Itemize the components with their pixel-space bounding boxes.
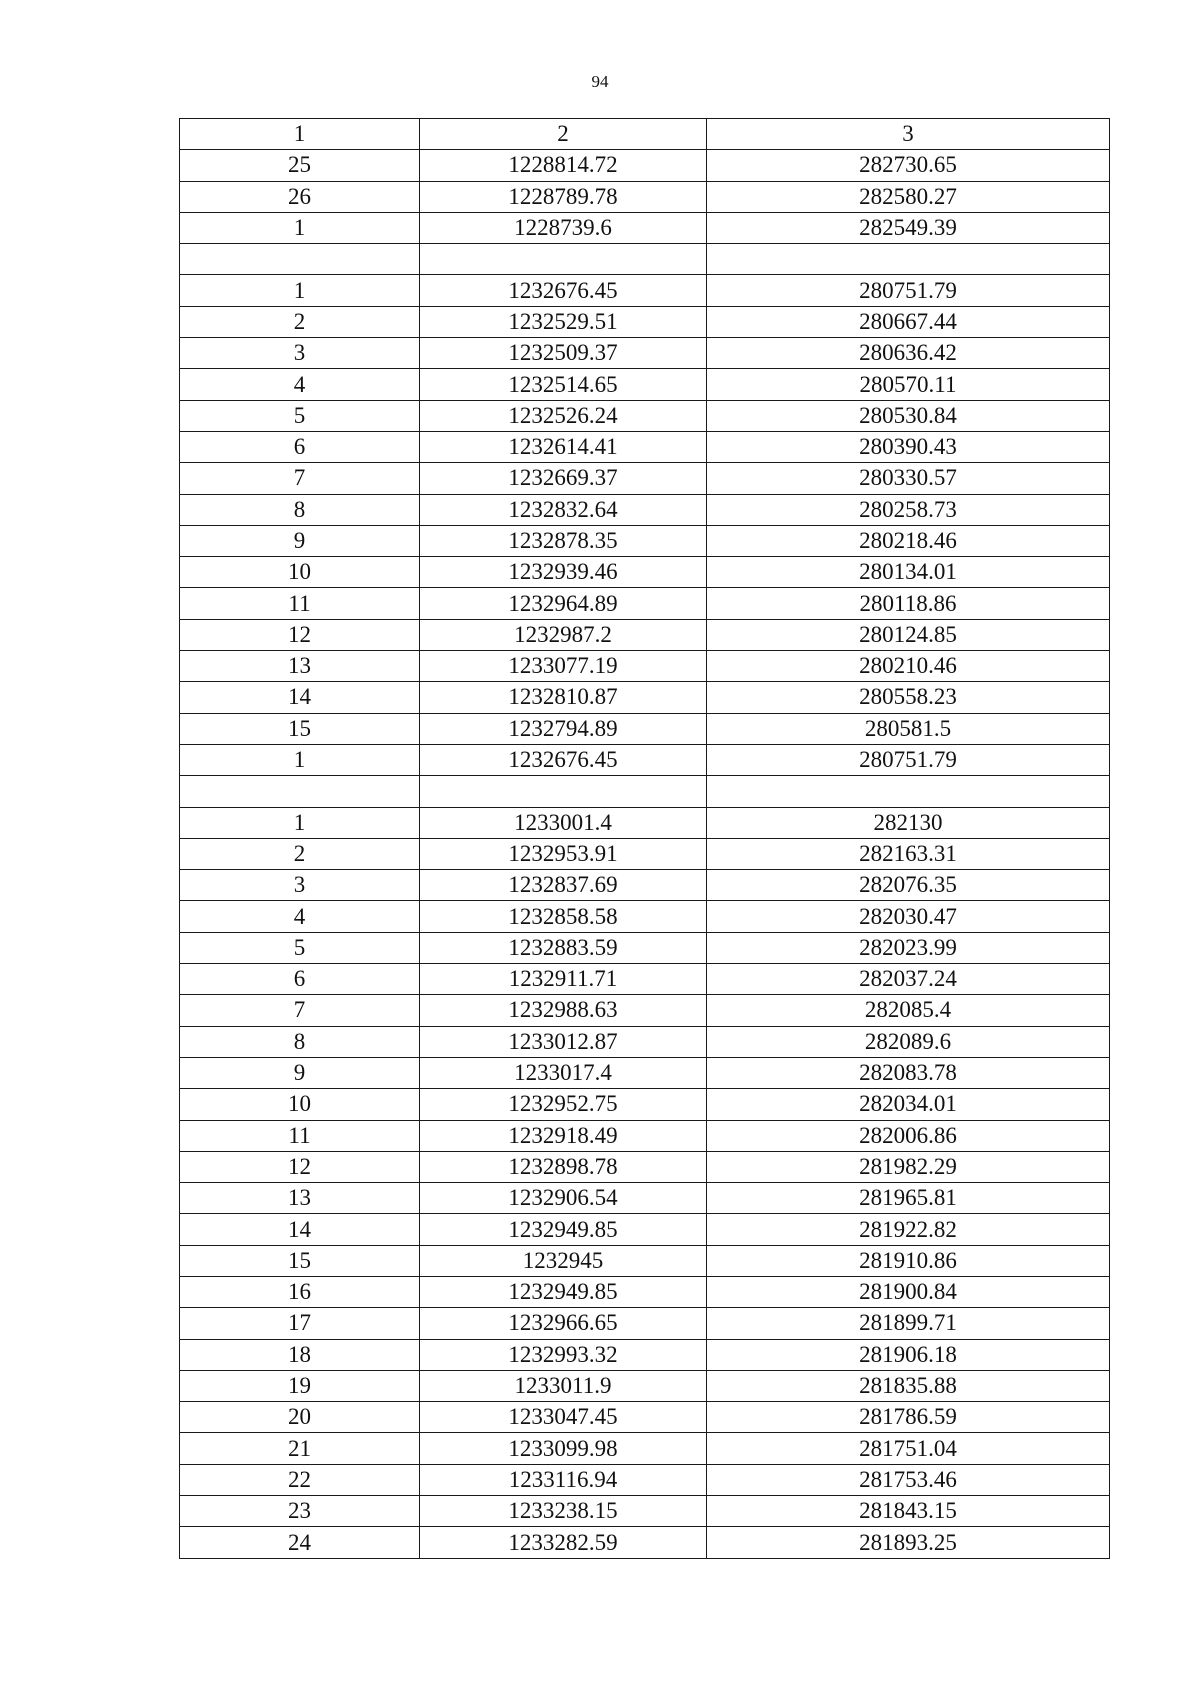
point-number-cell: 10 — [180, 557, 420, 588]
point-number-cell: 21 — [180, 1433, 420, 1464]
point-number-cell: 1 — [180, 744, 420, 775]
x-coordinate-cell: 1228789.78 — [420, 181, 707, 212]
y-coordinate-cell: 282006.86 — [707, 1120, 1110, 1151]
x-coordinate-cell: 1232526.24 — [420, 400, 707, 431]
point-number-cell: 14 — [180, 1214, 420, 1245]
table-row — [180, 588, 1110, 619]
x-coordinate-cell: 1232898.78 — [420, 1151, 707, 1182]
y-coordinate-cell: 281835.88 — [707, 1370, 1110, 1401]
x-coordinate-cell: 1232953.91 — [420, 838, 707, 869]
y-coordinate-cell: 281922.82 — [707, 1214, 1110, 1245]
x-coordinate-cell: 1232952.75 — [420, 1089, 707, 1120]
x-coordinate-cell: 1233116.94 — [420, 1464, 707, 1495]
x-coordinate-cell: 1233001.4 — [420, 807, 707, 838]
table-row — [180, 1151, 1110, 1182]
y-coordinate-cell: 281906.18 — [707, 1339, 1110, 1370]
point-number-cell: 5 — [180, 400, 420, 431]
x-coordinate-cell: 1232993.32 — [420, 1339, 707, 1370]
x-coordinate-cell: 1232945 — [420, 1245, 707, 1276]
table-row — [180, 1120, 1110, 1151]
point-number-cell: 15 — [180, 713, 420, 744]
x-coordinate-cell: 1232906.54 — [420, 1183, 707, 1214]
x-coordinate-cell: 1232966.65 — [420, 1308, 707, 1339]
page-number: 94 — [591, 72, 609, 91]
table-row — [180, 1183, 1110, 1214]
point-number-cell: 13 — [180, 651, 420, 682]
y-coordinate-cell: 280258.73 — [707, 494, 1110, 525]
table-row — [180, 619, 1110, 650]
point-number-cell: 2 — [180, 838, 420, 869]
y-coordinate-cell: 280134.01 — [707, 557, 1110, 588]
table-row — [180, 1026, 1110, 1057]
point-number-cell: 9 — [180, 1057, 420, 1088]
x-coordinate-cell: 1232614.41 — [420, 431, 707, 462]
table-row — [180, 932, 1110, 963]
point-number-cell: 18 — [180, 1339, 420, 1370]
point-number-cell: 24 — [180, 1527, 420, 1558]
point-number-cell: 22 — [180, 1464, 420, 1495]
point-number-cell — [180, 244, 420, 275]
x-coordinate-cell: 1232883.59 — [420, 932, 707, 963]
table-row — [180, 651, 1110, 682]
table-row — [180, 1245, 1110, 1276]
x-coordinate-cell: 1232832.64 — [420, 494, 707, 525]
table-row — [180, 1433, 1110, 1464]
table-row — [180, 776, 1110, 807]
point-number-cell: 12 — [180, 619, 420, 650]
y-coordinate-cell: 280330.57 — [707, 463, 1110, 494]
table-row — [180, 494, 1110, 525]
x-coordinate-cell: 1232794.89 — [420, 713, 707, 744]
x-coordinate-cell: 1232858.58 — [420, 901, 707, 932]
table-row — [180, 964, 1110, 995]
table-row — [180, 212, 1110, 243]
table-row — [180, 1527, 1110, 1558]
x-coordinate-cell: 1233011.9 — [420, 1370, 707, 1401]
x-coordinate-cell: 1232964.89 — [420, 588, 707, 619]
y-coordinate-cell: 281751.04 — [707, 1433, 1110, 1464]
x-coordinate-cell: 1233017.4 — [420, 1057, 707, 1088]
y-coordinate-cell: 282037.24 — [707, 964, 1110, 995]
y-coordinate-cell: 282076.35 — [707, 870, 1110, 901]
point-number-cell: 2 — [180, 306, 420, 337]
table-row — [180, 1276, 1110, 1307]
y-coordinate-cell: 280667.44 — [707, 306, 1110, 337]
y-coordinate-cell: 280210.46 — [707, 651, 1110, 682]
y-coordinate-cell: 281965.81 — [707, 1183, 1110, 1214]
point-number-cell: 4 — [180, 369, 420, 400]
x-coordinate-cell: 1232669.37 — [420, 463, 707, 494]
point-number-cell: 1 — [180, 212, 420, 243]
table-row — [180, 870, 1110, 901]
y-coordinate-cell — [707, 776, 1110, 807]
table-row — [180, 431, 1110, 462]
table-body — [180, 150, 1110, 1558]
point-number-cell: 10 — [180, 1089, 420, 1120]
y-coordinate-cell: 280558.23 — [707, 682, 1110, 713]
point-number-cell: 11 — [180, 1120, 420, 1151]
point-number-cell: 17 — [180, 1308, 420, 1339]
table-row — [180, 995, 1110, 1026]
table-row — [180, 682, 1110, 713]
point-number-cell: 6 — [180, 964, 420, 995]
point-number-cell: 1 — [180, 275, 420, 306]
y-coordinate-cell: 280124.85 — [707, 619, 1110, 650]
y-coordinate-cell: 282549.39 — [707, 212, 1110, 243]
x-coordinate-cell: 1232949.85 — [420, 1276, 707, 1307]
point-number-cell: 15 — [180, 1245, 420, 1276]
point-number-cell: 5 — [180, 932, 420, 963]
table-row — [180, 1464, 1110, 1495]
point-number-cell: 19 — [180, 1370, 420, 1401]
y-coordinate-cell: 280118.86 — [707, 588, 1110, 619]
point-number-cell — [180, 776, 420, 807]
table-row — [180, 713, 1110, 744]
table-row — [180, 463, 1110, 494]
x-coordinate-cell: 1233282.59 — [420, 1527, 707, 1558]
point-number-cell: 16 — [180, 1276, 420, 1307]
y-coordinate-cell: 280530.84 — [707, 400, 1110, 431]
x-coordinate-cell: 1228814.72 — [420, 150, 707, 181]
x-coordinate-cell: 1232988.63 — [420, 995, 707, 1026]
table-row — [180, 338, 1110, 369]
point-number-cell: 23 — [180, 1496, 420, 1527]
table-row — [180, 244, 1110, 275]
y-coordinate-cell: 280581.5 — [707, 713, 1110, 744]
x-coordinate-cell: 1228739.6 — [420, 212, 707, 243]
y-coordinate-cell: 281982.29 — [707, 1151, 1110, 1182]
table-row — [180, 1089, 1110, 1120]
x-coordinate-cell: 1233099.98 — [420, 1433, 707, 1464]
point-number-cell: 3 — [180, 870, 420, 901]
x-coordinate-cell — [420, 776, 707, 807]
y-coordinate-cell: 280570.11 — [707, 369, 1110, 400]
table-row — [180, 838, 1110, 869]
point-number-cell: 26 — [180, 181, 420, 212]
y-coordinate-cell: 280751.79 — [707, 744, 1110, 775]
table-row — [180, 150, 1110, 181]
y-coordinate-cell: 282730.65 — [707, 150, 1110, 181]
table-row — [180, 901, 1110, 932]
point-number-cell: 6 — [180, 431, 420, 462]
point-number-cell: 1 — [180, 807, 420, 838]
point-number-cell: 4 — [180, 901, 420, 932]
point-number-cell: 12 — [180, 1151, 420, 1182]
point-number-cell: 7 — [180, 463, 420, 494]
y-coordinate-cell: 281893.25 — [707, 1527, 1110, 1558]
y-coordinate-cell: 280390.43 — [707, 431, 1110, 462]
table-row — [180, 306, 1110, 337]
table-row — [180, 525, 1110, 556]
point-number-cell: 7 — [180, 995, 420, 1026]
table-row — [180, 275, 1110, 306]
x-coordinate-cell: 1232949.85 — [420, 1214, 707, 1245]
table-row — [180, 369, 1110, 400]
table-row — [180, 1496, 1110, 1527]
x-coordinate-cell: 1232837.69 — [420, 870, 707, 901]
point-number-cell: 9 — [180, 525, 420, 556]
header-cell-3: 3 — [707, 119, 1110, 150]
x-coordinate-cell — [420, 244, 707, 275]
table-row — [180, 1308, 1110, 1339]
y-coordinate-cell: 280636.42 — [707, 338, 1110, 369]
y-coordinate-cell: 281900.84 — [707, 1276, 1110, 1307]
point-number-cell: 8 — [180, 494, 420, 525]
y-coordinate-cell: 282023.99 — [707, 932, 1110, 963]
x-coordinate-cell: 1232676.45 — [420, 744, 707, 775]
y-coordinate-cell — [707, 244, 1110, 275]
x-coordinate-cell: 1232987.2 — [420, 619, 707, 650]
x-coordinate-cell: 1232810.87 — [420, 682, 707, 713]
table-row — [180, 1057, 1110, 1088]
x-coordinate-cell: 1232918.49 — [420, 1120, 707, 1151]
x-coordinate-cell: 1233238.15 — [420, 1496, 707, 1527]
table-row — [180, 1339, 1110, 1370]
y-coordinate-cell: 282034.01 — [707, 1089, 1110, 1120]
y-coordinate-cell: 282030.47 — [707, 901, 1110, 932]
table-row — [180, 557, 1110, 588]
y-coordinate-cell: 280218.46 — [707, 525, 1110, 556]
table-row — [180, 1370, 1110, 1401]
x-coordinate-cell: 1232514.65 — [420, 369, 707, 400]
point-number-cell: 3 — [180, 338, 420, 369]
y-coordinate-cell: 281753.46 — [707, 1464, 1110, 1495]
y-coordinate-cell: 281899.71 — [707, 1308, 1110, 1339]
y-coordinate-cell: 282580.27 — [707, 181, 1110, 212]
x-coordinate-cell: 1232529.51 — [420, 306, 707, 337]
x-coordinate-cell: 1232878.35 — [420, 525, 707, 556]
y-coordinate-cell: 281786.59 — [707, 1402, 1110, 1433]
table-header — [180, 119, 1110, 150]
table-row — [180, 1214, 1110, 1245]
y-coordinate-cell: 282130 — [707, 807, 1110, 838]
y-coordinate-cell: 282089.6 — [707, 1026, 1110, 1057]
x-coordinate-cell: 1232509.37 — [420, 338, 707, 369]
header-row — [180, 119, 1110, 150]
table-row — [180, 1402, 1110, 1433]
x-coordinate-cell: 1232939.46 — [420, 557, 707, 588]
x-coordinate-cell: 1233012.87 — [420, 1026, 707, 1057]
y-coordinate-cell: 281910.86 — [707, 1245, 1110, 1276]
x-coordinate-cell: 1232911.71 — [420, 964, 707, 995]
point-number-cell: 8 — [180, 1026, 420, 1057]
table-row — [180, 400, 1110, 431]
y-coordinate-cell: 281843.15 — [707, 1496, 1110, 1527]
point-number-cell: 25 — [180, 150, 420, 181]
x-coordinate-cell: 1232676.45 — [420, 275, 707, 306]
y-coordinate-cell: 282163.31 — [707, 838, 1110, 869]
table-row — [180, 744, 1110, 775]
coordinates-table — [179, 118, 1110, 1559]
y-coordinate-cell: 280751.79 — [707, 275, 1110, 306]
table-row — [180, 807, 1110, 838]
point-number-cell: 11 — [180, 588, 420, 619]
table-row — [180, 181, 1110, 212]
x-coordinate-cell: 1233047.45 — [420, 1402, 707, 1433]
point-number-cell: 13 — [180, 1183, 420, 1214]
point-number-cell: 20 — [180, 1402, 420, 1433]
y-coordinate-cell: 282085.4 — [707, 995, 1110, 1026]
header-cell-2: 2 — [420, 119, 707, 150]
y-coordinate-cell: 282083.78 — [707, 1057, 1110, 1088]
point-number-cell: 14 — [180, 682, 420, 713]
header-cell-1: 1 — [180, 119, 420, 150]
x-coordinate-cell: 1233077.19 — [420, 651, 707, 682]
